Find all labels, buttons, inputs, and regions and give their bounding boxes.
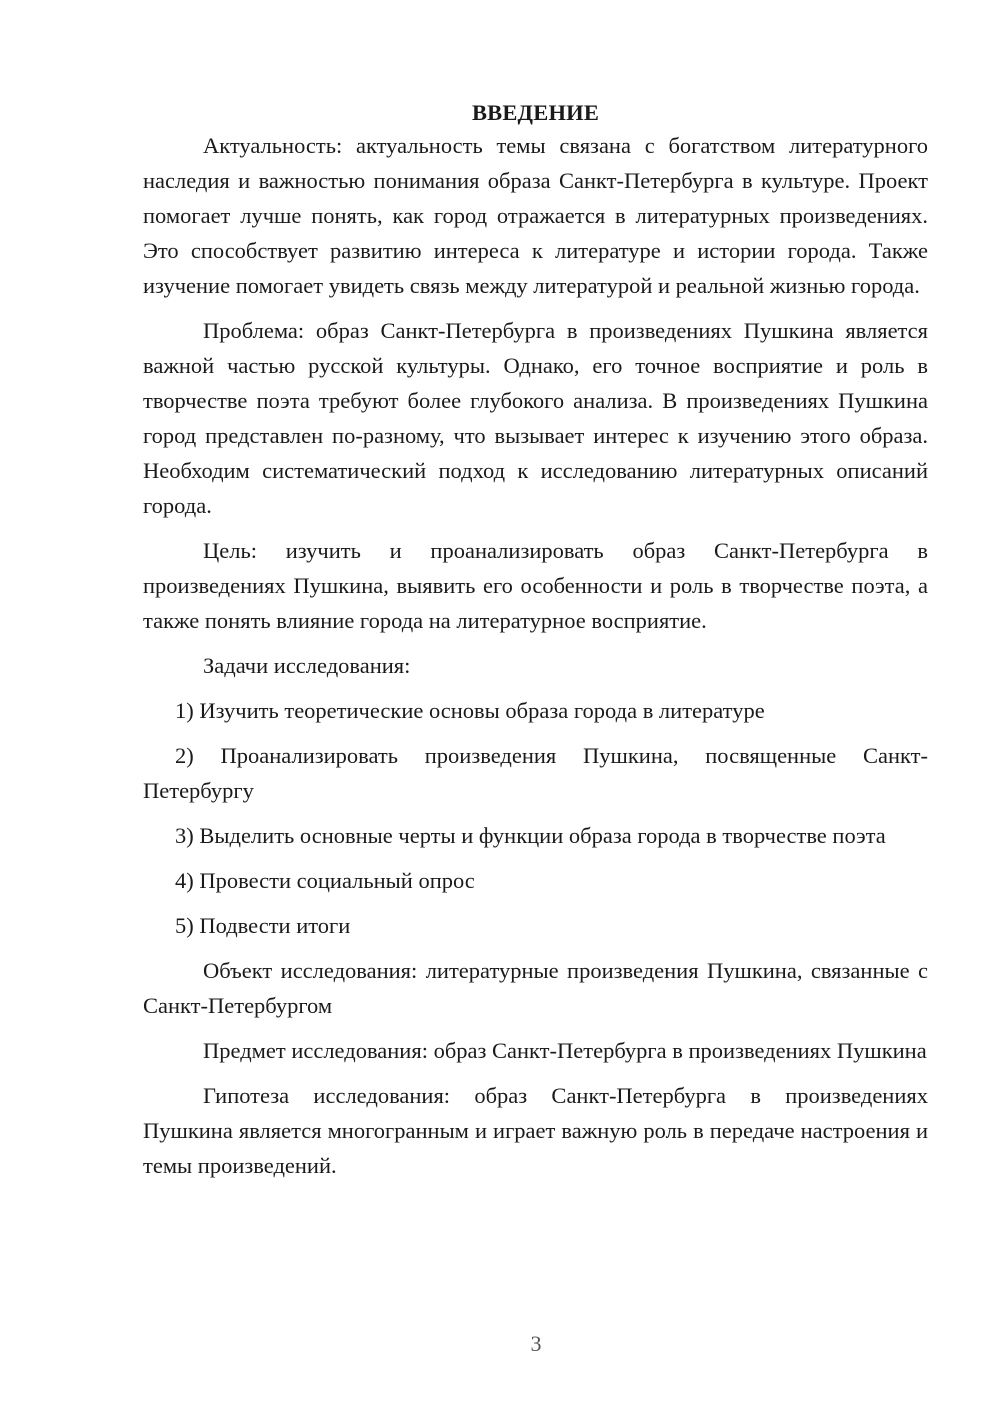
tasks-heading: Задачи исследования: [203, 653, 411, 678]
task-item-3: 3) Выделить основные черты и функции образа города в творчестве поэта [175, 823, 886, 848]
task-item-1: 1) Изучить теоретические основы образа города в литературе [175, 698, 765, 723]
object-paragraph: Объект исследования: литературные произведения Пушкина, связанные с Санкт-Петербургом [143, 958, 928, 1018]
task-item-2: 2) Проанализировать произведения Пушкина, посвященные Санкт-Петербургу [143, 743, 928, 803]
section-title: ВВЕДЕНИЕ [471, 100, 600, 125]
task-item-5: 5) Подвести итоги [175, 913, 351, 938]
page-number: 3 [530, 1331, 542, 1356]
problem-paragraph: Проблема: образ Санкт-Петербурга в произведениях Пушкина является важной частью русской культуры. Однако, его точное восприятие и роль в творчестве поэта требуют более глубокого анализа. В произведениях Пушкина город представлен по-разному, что вызывает интерес к изучению этого образа. Необходим систематический подход к исследованию литературных описаний города. [143, 318, 928, 518]
hypothesis-paragraph: Гипотеза исследования: образ Санкт-Петербурга в произведениях Пушкина является многогранным и играет важную роль в передаче настроения и темы произведений. [143, 1083, 928, 1178]
task-item-4: 4) Провести социальный опрос [175, 868, 475, 893]
relevance-paragraph: Актуальность: актуальность темы связана с богатством литературного наследия и важностью понимания образа Санкт-Петербурга в культуре. Проект помогает лучше понять, как город отражается в литературных произведениях. Это способствует развитию интереса к литературе и истории города. Также изучение помогает увидеть связь между литературой и реальной жизнью города. [143, 133, 928, 298]
document-page [143, 95, 928, 1193]
goal-paragraph: Цель: изучить и проанализировать образ Санкт-Петербурга в произведениях Пушкина, выявить его особенности и роль в творчестве поэта, а также понять влияние города на литературное восприятие. [143, 538, 928, 633]
subject-paragraph: Предмет исследования: образ Санкт-Петербурга в произведениях Пушкина [203, 1038, 927, 1063]
